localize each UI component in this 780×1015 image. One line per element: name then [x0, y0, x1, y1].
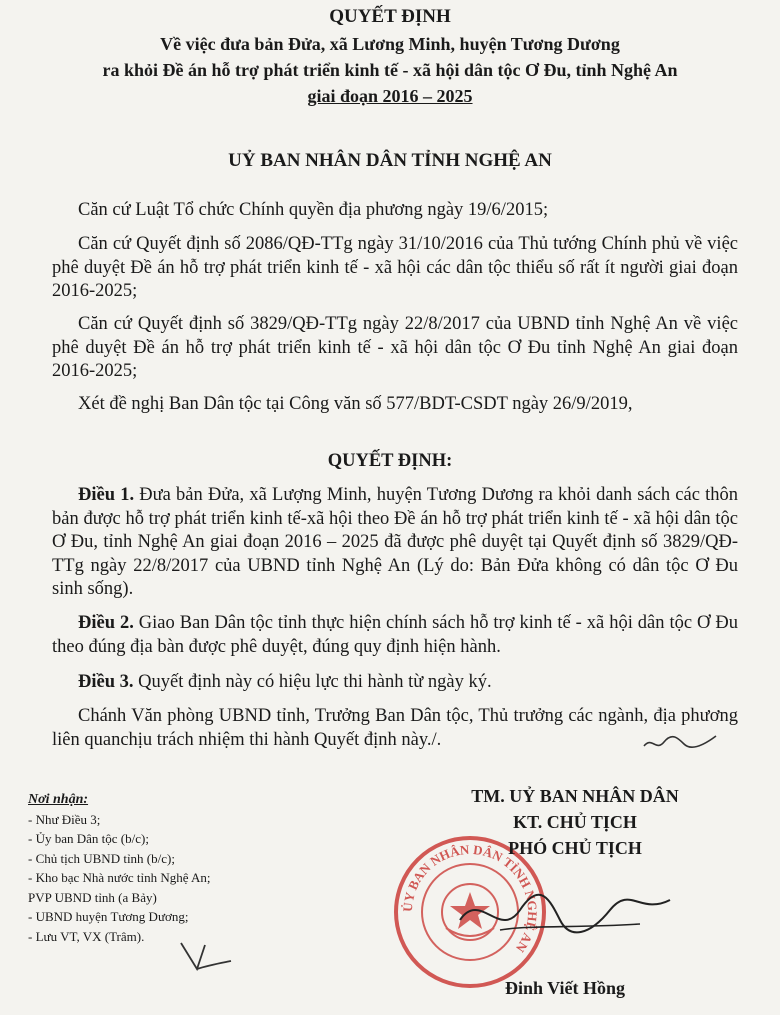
subject-line-3	[0, 86, 780, 107]
subject-line-1: Về việc đưa bản Đửa, xã Lương Minh, huyện Tương Dương	[160, 34, 620, 54]
article-3-text: Quyết định này có hiệu lực thi hành từ ngày ký.	[133, 672, 492, 692]
handwritten-signature-icon	[440, 880, 680, 950]
article-1	[52, 484, 738, 602]
recipients-block	[28, 790, 328, 946]
article-1-text: Đưa bản Đửa, xã Lượng Minh, huyện Tương Dương ra khỏi danh sách các thôn bản được hỗ trợ phát triển kinh tế-xã hội theo Đề án hỗ trợ phát triển kinh tế - xã hội dân tộc Ơ Đu, tỉnh Nghệ An giai đoạn 2016 – 2025 đã được phê duyệt tại Quyết định số 3829/QĐ-TTg ngày 22/8/2017 của UBND tỉnh Nghệ An (Lý do: Bản Đửa không có dân tộc Ơ Đu sinh sống).	[52, 485, 739, 599]
preamble-proposal: Xét đề nghị Ban Dân tộc tại Công văn số 577/BDT-CSDT ngày 26/9/2019,	[78, 394, 633, 414]
seal-ring-text: ỦY BAN NHÂN DÂN TỈNH NGHỆ AN	[399, 841, 541, 956]
preamble-law: Căn cứ Luật Tổ chức Chính quyền địa phương ngày 19/6/2015;	[78, 200, 549, 220]
subject-period: giai đoạn 2016 – 2025	[307, 86, 473, 106]
signature-line-3: PHÓ CHỦ TỊCH	[508, 838, 642, 858]
article-2-text: Giao Ban Dân tộc tỉnh thực hiện chính sách hỗ trợ kinh tế - xã hội dân tộc Ơ Đu theo đúng địa bàn được phê duyệt, đúng quy định hiện hành.	[52, 613, 738, 657]
recipient-item: - Chủ tịch UBND tỉnh (b/c);	[28, 850, 175, 866]
signer-name: Đinh Viết Hồng	[504, 978, 626, 998]
initials-mark-icon	[640, 730, 720, 756]
article-2	[52, 612, 738, 659]
recipient-item: PVP UBND tỉnh (a Bảy)	[28, 889, 157, 905]
article-3	[52, 671, 738, 695]
document-title: QUYẾT ĐỊNH	[329, 6, 451, 27]
initials-mark-icon	[175, 935, 235, 975]
recipient-item: - Kho bạc Nhà nước tỉnh Nghệ An;	[28, 870, 211, 885]
recipient-item: - Lưu VT, VX (Trâm).	[28, 928, 145, 944]
issuer-heading: UỶ BAN NHÂN DÂN TỈNH NGHỆ AN	[228, 150, 552, 171]
article-2-label: Điều 2.	[78, 613, 134, 633]
closing-paragraph: Chánh Văn phòng UBND tỉnh, Trưởng Ban Dân tộc, Thủ trưởng các ngành, địa phương liên quanchịu trách nhiệm thi hành Quyết định này./.	[52, 706, 738, 750]
recipient-item: - Ủy ban Dân tộc (b/c);	[28, 831, 149, 846]
signature-line-1: TM. UỶ BAN NHÂN DÂN	[471, 786, 679, 806]
recipient-item: - UBND huyện Tương Dương;	[28, 909, 189, 924]
signature-line-2: KT. CHỦ TỊCH	[513, 812, 637, 832]
decision-heading: QUYẾT ĐỊNH:	[327, 451, 453, 471]
article-3-label: Điều 3.	[78, 672, 134, 692]
recipients-heading: Nơi nhận:	[28, 792, 89, 807]
recipient-item: - Như Điều 3;	[28, 811, 101, 827]
preamble-decision-2086: Căn cứ Quyết định số 2086/QĐ-TTg ngày 31/10/2016 của Thủ tướng Chính phủ về việc phê duyệt Đề án hỗ trợ phát triển kinh tế - xã hội các dân tộc thiểu số rất ít người giai đoạn 2016-2025;	[52, 234, 738, 301]
article-1-label: Điều 1.	[78, 485, 135, 505]
preamble-decision-3829: Căn cứ Quyết định số 3829/QĐ-TTg ngày 22/8/2017 của UBND tỉnh Nghệ An về việc phê duyệt Đề án hỗ trợ phát triển kinh tế - xã hội dân tộc Ơ Đu tỉnh Nghệ An giai đoạn 2016-2025;	[52, 314, 738, 381]
subject-line-2: ra khỏi Đề án hỗ trợ phát triển kinh tế - xã hội dân tộc Ơ Đu, tỉnh Nghệ An	[102, 60, 678, 80]
